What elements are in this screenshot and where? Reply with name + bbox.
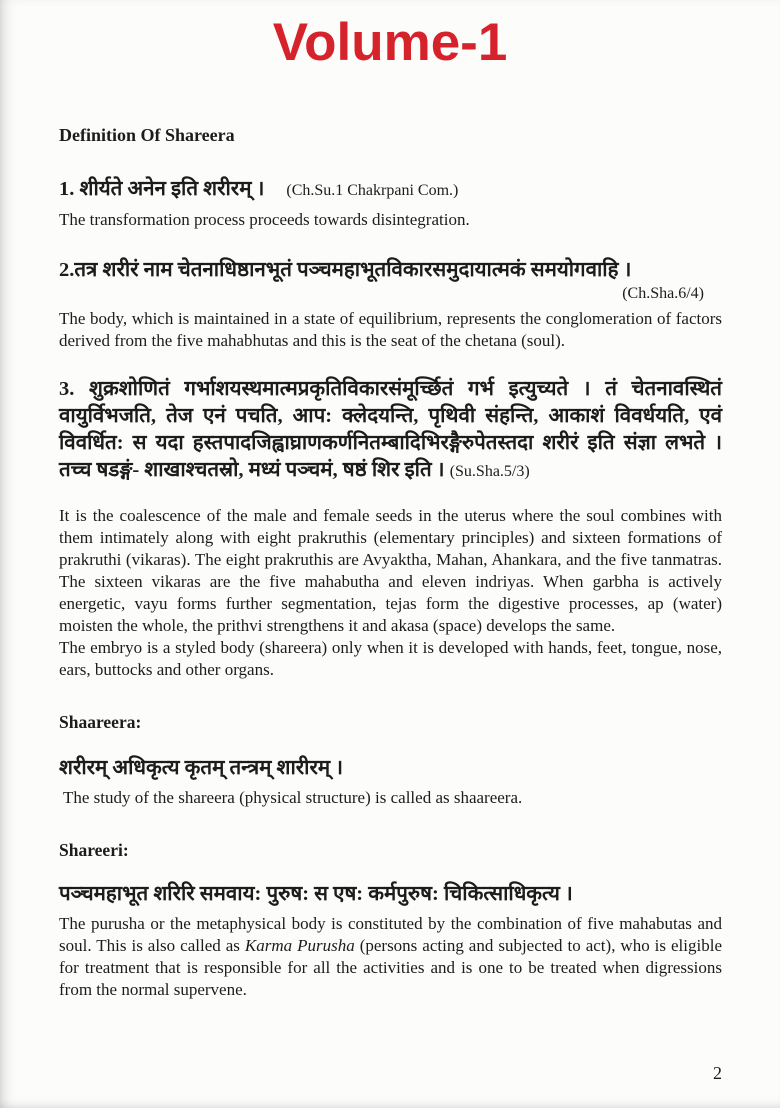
- page-number: 2: [713, 1063, 722, 1083]
- verse-3-translation: It is the coalescence of the male and female seeds in the uterus where the soul combines with them intimately along with eight prakruthis (elementary principles) and sixteen formations of prakruthi (vikaras). The eight prakruthis are Avyaktha, Mahan, Ahankara, and the five tanmatras. The sixteen vikaras are the five mahabutha and eleven indriyas. When garbha is actively energetic, vayu forms further segmentation, tejas form the digestive processes, ap (water) moisten the whole, the prithvi strengthens it and akasa (space) develops the same.: [59, 506, 722, 635]
- verse-2-reference: (Ch.Sha.6/4): [622, 285, 704, 302]
- shaareera-sanskrit: शरीरम् अधिकृत्य कृतम् तन्त्रम् शारीरम् ।: [59, 757, 344, 779]
- verse-section-2: [59, 257, 722, 352]
- verse-section-3: [59, 376, 722, 681]
- karma-purusha-italic: Karma Purusha: [244, 936, 355, 955]
- definition-heading: Definition Of Shareera: [59, 125, 235, 145]
- shareeri-section: [59, 839, 722, 1001]
- shaareera-translation: The study of the shareera (physical structure) is called as shaareera.: [63, 788, 523, 807]
- verse-3-line: [59, 376, 722, 485]
- verse-2-translation: The body, which is maintained in a state of equilibrium, represents the conglomeration of factors derived from the five mahabhutas and this is the seat of the chetana (soul).: [59, 309, 722, 350]
- page-title: Volume-1: [272, 13, 508, 72]
- verse-2-sanskrit: 2.तत्र शरीरं नाम चेतनाधिष्ठानभूतं पञ्चमहाभूतविकारसमुदायात्मकं समयोगवाहि ।: [59, 259, 632, 281]
- verse-1-sanskrit: 1. शीर्यते अनेन इति शरीरम् ।: [59, 178, 265, 200]
- page-content: [59, 78, 722, 1001]
- verse-1-reference: (Ch.Su.1 Chakrpani Com.): [286, 182, 459, 199]
- shareeri-translation-part2: (persons acting and subjected to act), who is eligible for treatment that is responsible for all the activities and is one to be treated when digressions from the normal supervene.: [59, 936, 722, 999]
- verse-3-sanskrit: 3. शुक्रशोणितं गर्भाशयस्थमात्मप्रकृतिविकारसंमूर्च्छितं गर्भ इत्युच्यते । तं चेतनावस्थितं वायुर्विभजति, तेज एनं पचति, आप: क्लेदयन्ति, पृथिवी संहन्ति, आकाशं विवर्धयति, एवं विवर्धित: स यदा हस्तपादजिह्वाघ्राणकर्णनितम्बादिभिरङ्गैरुपेतस्तदा शरीरं इति संज्ञा लभते । तच्च षडङ्गं- शाखाश्चतस्रो, मध्यं पञ्चमं, षष्ठं शिर इति ।: [59, 378, 722, 481]
- shareeri-heading: Shareeri:: [59, 840, 129, 860]
- verse-1-translation: The transformation process proceeds towards disintegration.: [59, 210, 470, 229]
- shaareera-section: [59, 711, 722, 809]
- shareeri-translation: [59, 913, 722, 1001]
- shaareera-heading: Shaareera:: [59, 712, 142, 732]
- verse-3-reference: (Su.Sha.5/3): [449, 463, 530, 480]
- verse-1-line: [59, 176, 722, 204]
- verse-section-1: [59, 176, 722, 231]
- shareeri-sanskrit: पञ्चमहाभूत शरिरि समवाय: पुरुष: स एष: कर्मपुरुष: चिकित्साधिकृत्य ।: [59, 883, 573, 905]
- verse-3-translation-embryo: The embryo is a styled body (shareera) only when it is developed with hands, feet, tongue, nose, ears, buttocks and other organs.: [59, 638, 722, 679]
- shareeri-translation-part1: The purusha or the metaphysical body is constituted by the combination of five mahabutas and soul. This is also called as: [59, 914, 722, 955]
